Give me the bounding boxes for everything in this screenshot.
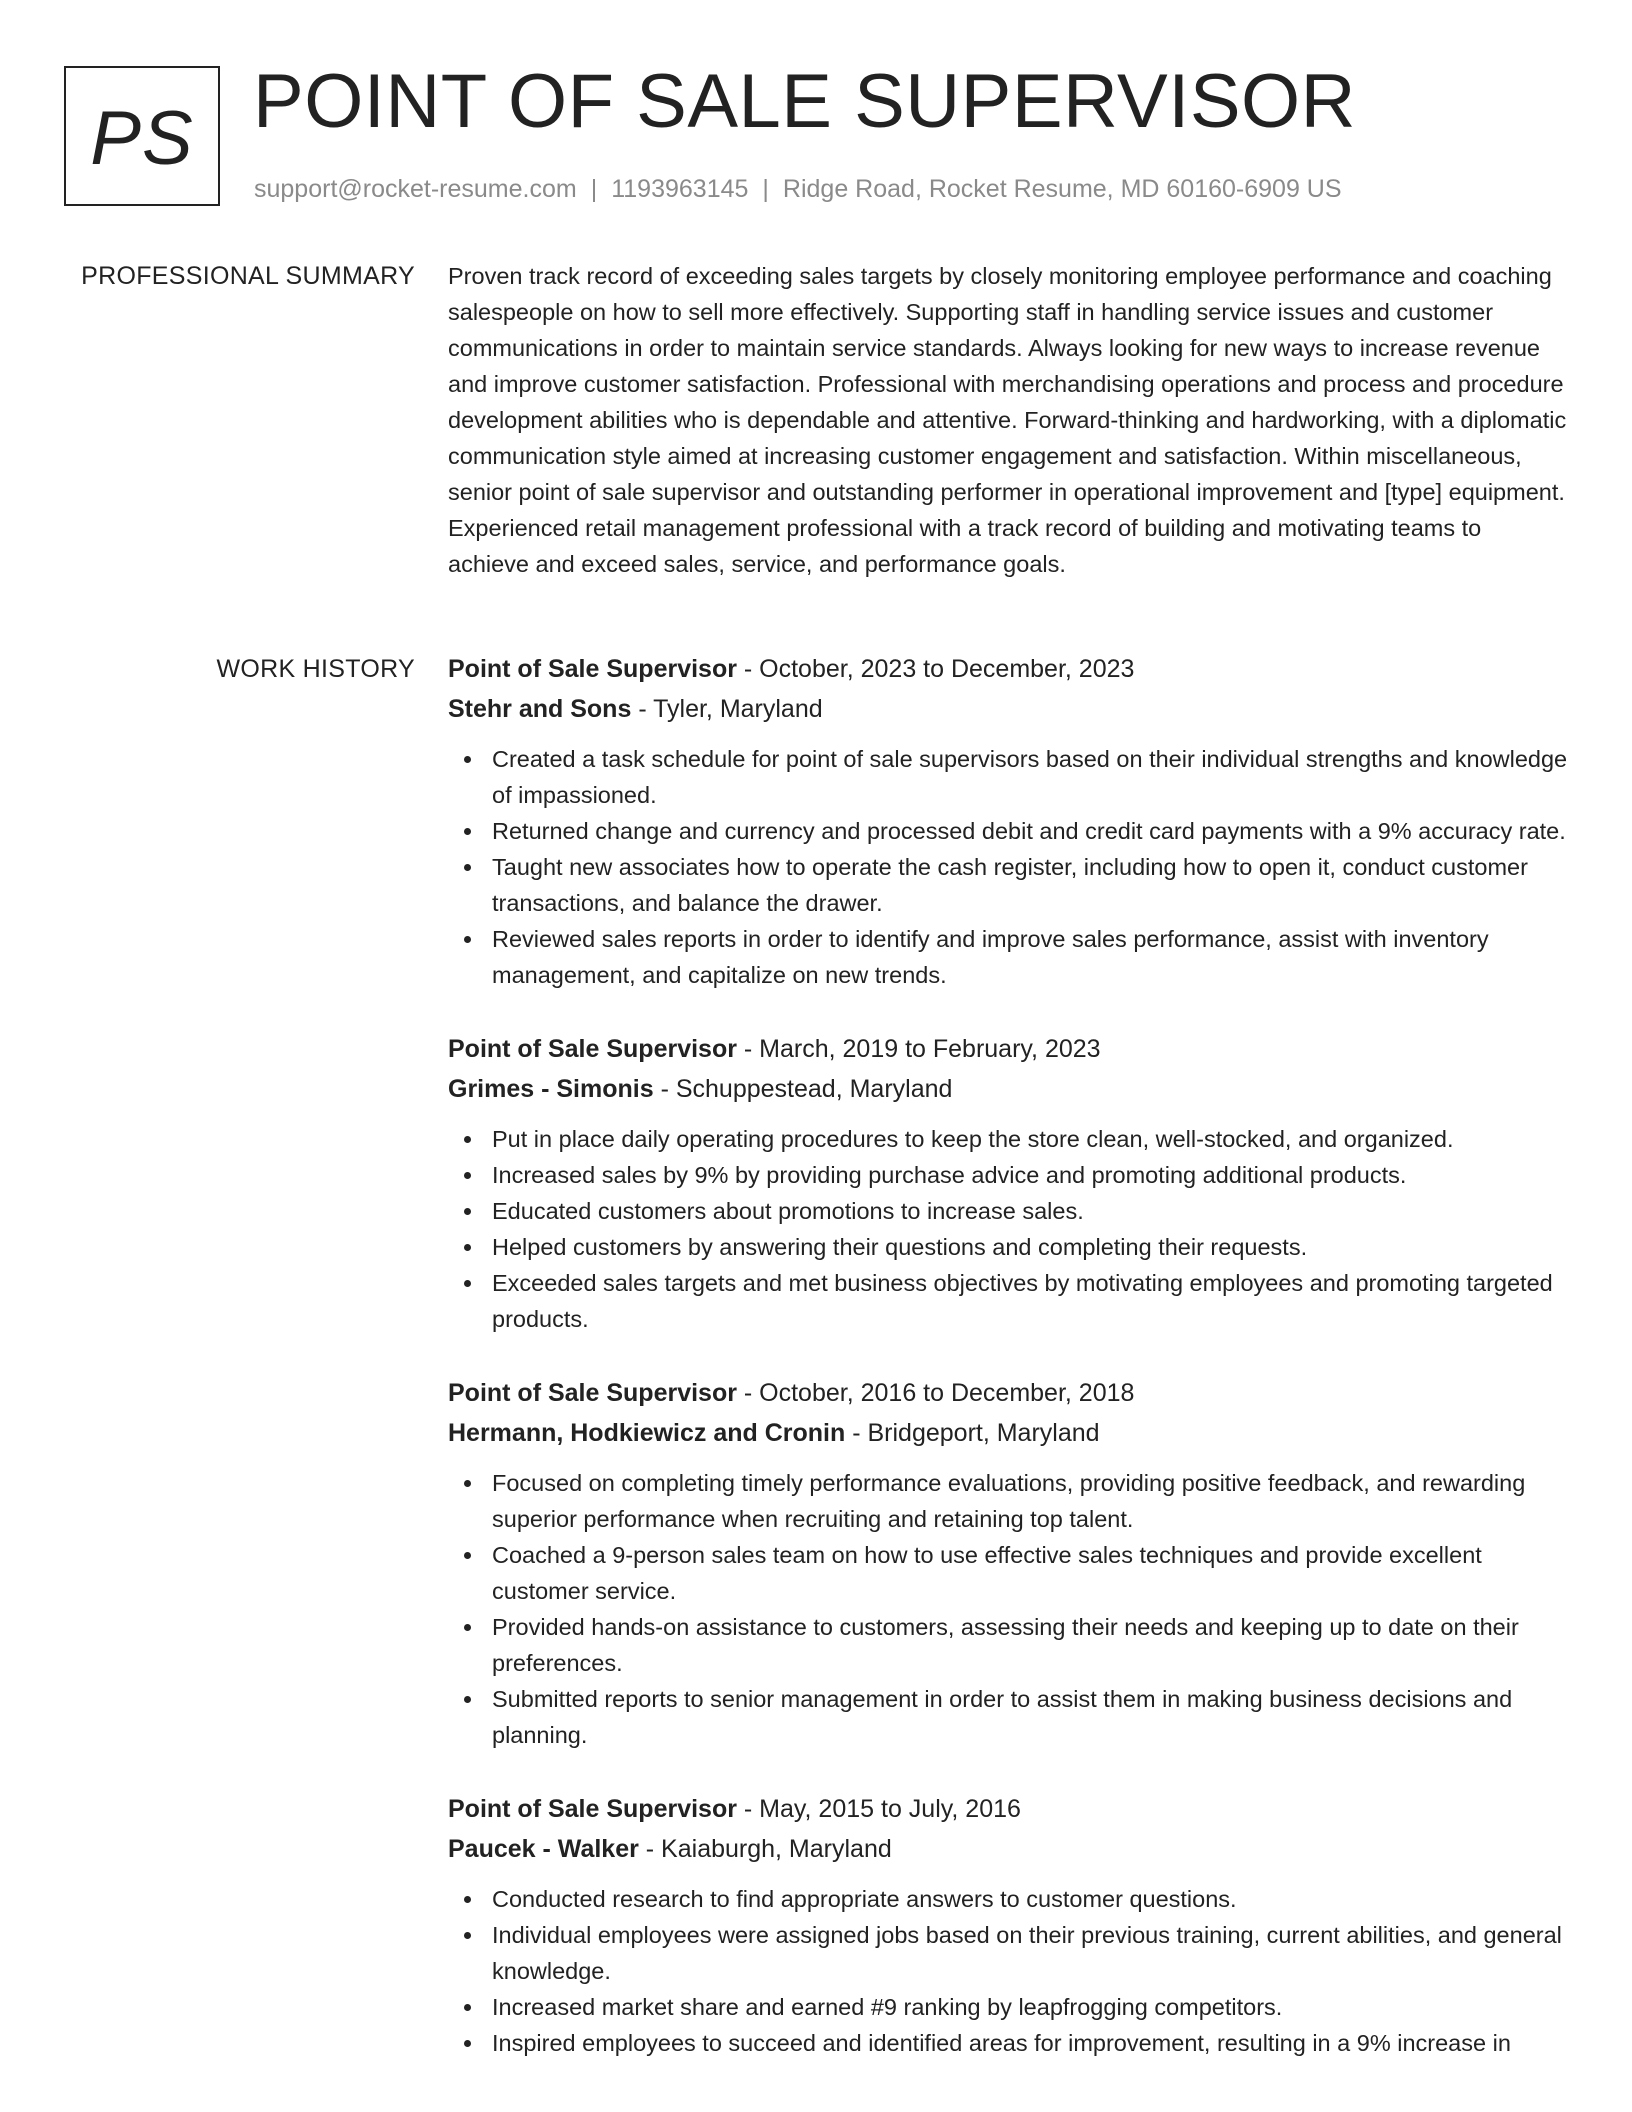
job-company-line bbox=[448, 689, 1568, 729]
job-bullet: Helped customers by answering their questions and completing their requests. bbox=[448, 1229, 1568, 1265]
job-bullet: Inspired employees to succeed and identified areas for improvement, resulting in a 9% increase in bbox=[448, 2025, 1568, 2061]
job-company: Stehr and Sons bbox=[448, 695, 632, 723]
job-location: - Tyler, Maryland bbox=[631, 695, 823, 723]
contact-line bbox=[254, 173, 1342, 206]
job-entry bbox=[448, 1789, 1568, 2061]
job-bullet: Exceeded sales targets and met business objectives by motivating employees and promoting targeted products. bbox=[448, 1265, 1568, 1337]
job-title: Point of Sale Supervisor bbox=[448, 1379, 737, 1407]
job-dates: - October, 2016 to December, 2018 bbox=[736, 1379, 1135, 1407]
summary-body bbox=[448, 258, 1568, 582]
job-location: - Schuppestead, Maryland bbox=[653, 1075, 953, 1103]
job-company: Grimes - Simonis bbox=[448, 1075, 654, 1103]
job-bullet: Coached a 9-person sales team on how to use effective sales techniques and provide excellent customer service. bbox=[448, 1537, 1568, 1609]
work-history-body bbox=[448, 649, 1568, 2097]
work-history-heading: WORK HISTORY bbox=[216, 655, 415, 683]
job-company-line bbox=[448, 1069, 1568, 1109]
job-title-line bbox=[448, 1789, 1568, 1829]
job-bullet: Put in place daily operating procedures to keep the store clean, well-stocked, and organized. bbox=[448, 1121, 1568, 1157]
job-title-line bbox=[448, 1373, 1568, 1413]
job-entry bbox=[448, 1373, 1568, 1753]
job-bullets bbox=[448, 1465, 1568, 1753]
job-title: Point of Sale Supervisor bbox=[448, 1795, 737, 1823]
job-dates: - March, 2019 to February, 2023 bbox=[736, 1035, 1101, 1063]
summary-text: Proven track record of exceeding sales targets by closely monitoring employee performance and coaching salespeople on how to sell more effectively. Supporting staff in handling service issues and customer communications in order to maintain service standards. Always looking for new ways to increase revenue and improve customer satisfaction. Professional with merchandising operations and process and procedure development abilities who is dependable and attentive. Forward-thinking and hardworking, with a diplomatic communication style aimed at increasing customer engagement and satisfaction. Within miscellaneous, senior point of sale supervisor and outstanding performer in operational improvement and [type] equipment. Experienced retail management professional with a track record of building and motivating teams to achieve and exceed sales, service, and performance goals. bbox=[448, 263, 1567, 577]
job-company-line bbox=[448, 1829, 1568, 1869]
job-dates: - May, 2015 to July, 2016 bbox=[736, 1795, 1021, 1823]
monogram-initials: PS bbox=[90, 95, 194, 181]
job-bullet: Reviewed sales reports in order to identify and improve sales performance, assist with inventory management, and capitalize on new trends. bbox=[448, 921, 1568, 993]
job-company: Paucek - Walker bbox=[448, 1835, 639, 1863]
summary-heading: PROFESSIONAL SUMMARY bbox=[81, 262, 415, 290]
job-location: - Bridgeport, Maryland bbox=[845, 1419, 1100, 1447]
job-location: - Kaiaburgh, Maryland bbox=[638, 1835, 892, 1863]
contact-separator: | bbox=[590, 175, 598, 203]
job-entry bbox=[448, 1029, 1568, 1337]
job-bullets bbox=[448, 1881, 1568, 2061]
contact-email[interactable]: support@rocket-resume.com bbox=[254, 175, 577, 203]
job-title-line bbox=[448, 1029, 1568, 1069]
job-bullet: Taught new associates how to operate the cash register, including how to open it, conduct customer transactions, and balance the drawer. bbox=[448, 849, 1568, 921]
job-bullet: Educated customers about promotions to increase sales. bbox=[448, 1193, 1568, 1229]
job-bullets bbox=[448, 1121, 1568, 1337]
job-title: Point of Sale Supervisor bbox=[448, 1035, 737, 1063]
job-bullet: Individual employees were assigned jobs based on their previous training, current abilities, and general knowledge. bbox=[448, 1917, 1568, 1989]
job-bullet: Increased market share and earned #9 ranking by leapfrogging competitors. bbox=[448, 1989, 1568, 2025]
job-bullet: Focused on completing timely performance evaluations, providing positive feedback, and rewarding superior performance when recruiting and retaining top talent. bbox=[448, 1465, 1568, 1537]
contact-separator: | bbox=[762, 175, 769, 203]
job-bullet: Created a task schedule for point of sale supervisors based on their individual strengths and knowledge of impassioned. bbox=[448, 741, 1568, 813]
job-title: Point of Sale Supervisor bbox=[448, 655, 737, 683]
job-bullet: Provided hands-on assistance to customers, assessing their needs and keeping up to date on their preferences. bbox=[448, 1609, 1568, 1681]
job-dates: - October, 2023 to December, 2023 bbox=[736, 655, 1135, 683]
job-bullet: Returned change and currency and processed debit and credit card payments with a 9% accuracy rate. bbox=[448, 813, 1568, 849]
job-bullet: Increased sales by 9% by providing purchase advice and promoting additional products. bbox=[448, 1157, 1568, 1193]
job-title-line bbox=[448, 649, 1568, 689]
contact-phone[interactable]: 1193963145 bbox=[611, 175, 749, 203]
job-bullet: Conducted research to find appropriate answers to customer questions. bbox=[448, 1881, 1568, 1917]
job-entry bbox=[448, 649, 1568, 993]
resume-title: POINT OF SALE SUPERVISOR bbox=[253, 59, 1357, 144]
job-company-line bbox=[448, 1413, 1568, 1453]
contact-address: Ridge Road, Rocket Resume, MD 60160-6909 US bbox=[782, 175, 1342, 203]
job-bullet: Submitted reports to senior management in order to assist them in making business decisions and planning. bbox=[448, 1681, 1568, 1753]
job-company: Hermann, Hodkiewicz and Cronin bbox=[448, 1419, 846, 1447]
monogram-box bbox=[64, 66, 220, 206]
job-bullets bbox=[448, 741, 1568, 993]
